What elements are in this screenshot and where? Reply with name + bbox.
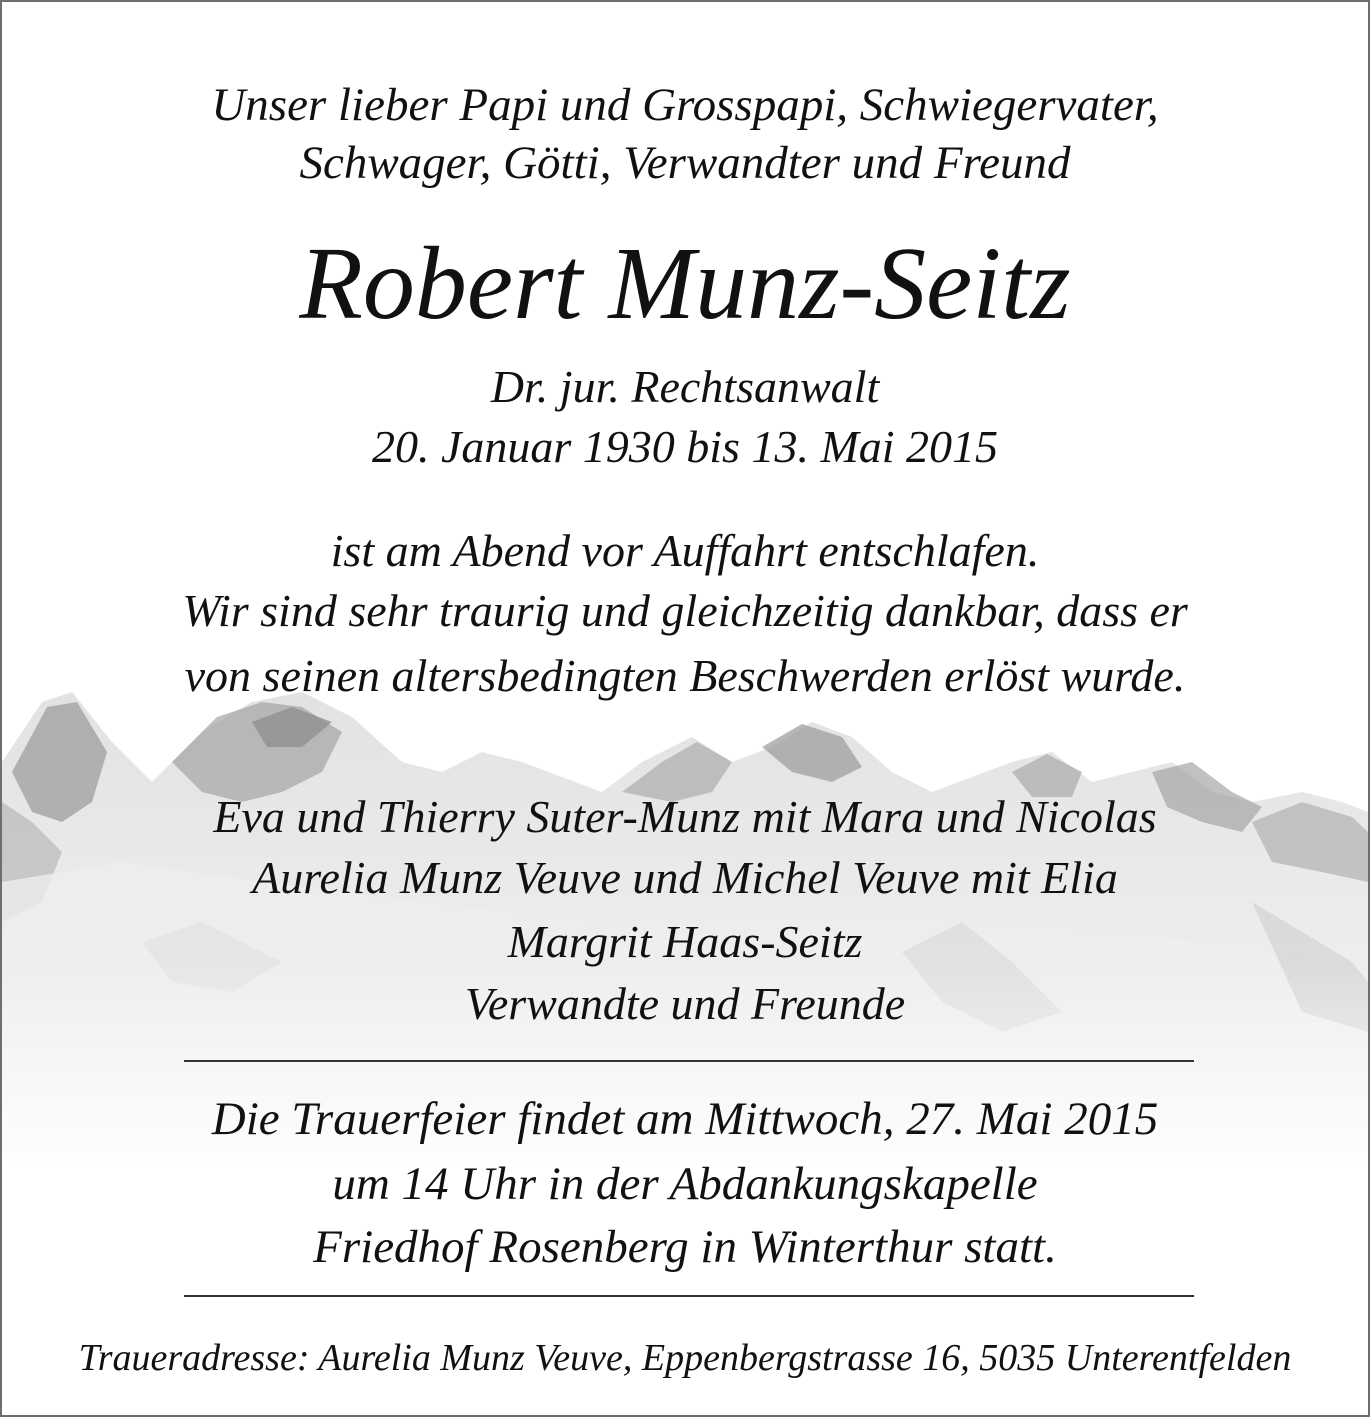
mourner-line: Verwandte und Freunde (464, 978, 906, 1029)
deceased-title: Dr. jur. Rechtsanwalt (490, 361, 880, 412)
divider-bottom (184, 1295, 1194, 1297)
divider-top (184, 1060, 1194, 1062)
ceremony-line-1: Die Trauerfeier findet am Mittwoch, 27. Mai 2015 (211, 1093, 1159, 1145)
mourning-address: Traueradresse: Aurelia Munz Veuve, Eppenbergstrasse 16, 5035 Unterentfelden (78, 1337, 1292, 1379)
ceremony-line-2: um 14 Uhr in der Abdankungskapelle (332, 1158, 1038, 1210)
mourner-line: Aurelia Munz Veuve und Michel Veuve mit Elia (252, 852, 1118, 903)
ceremony-line-3: Friedhof Rosenberg in Winterthur statt. (313, 1221, 1057, 1273)
mourner-line: Eva und Thierry Suter-Munz mit Mara und Nicolas (213, 791, 1157, 842)
intro-line-1: Unser lieber Papi und Grosspapi, Schwiegervater, (211, 79, 1159, 131)
deceased-dates: 20. Januar 1930 bis 13. Mai 2015 (371, 421, 999, 472)
message-line-1: ist am Abend vor Auffahrt entschlafen. (330, 525, 1040, 576)
deceased-name: Robert Munz-Seitz (299, 226, 1071, 341)
intro-line-2: Schwager, Götti, Verwandter und Freund (299, 137, 1071, 189)
message-line-2: Wir sind sehr traurig und gleichzeitig dankbar, dass er (182, 585, 1188, 636)
mourner-line: Margrit Haas-Seitz (507, 916, 863, 967)
message-line-3: von seinen altersbedingten Beschwerden erlöst wurde. (184, 650, 1186, 701)
